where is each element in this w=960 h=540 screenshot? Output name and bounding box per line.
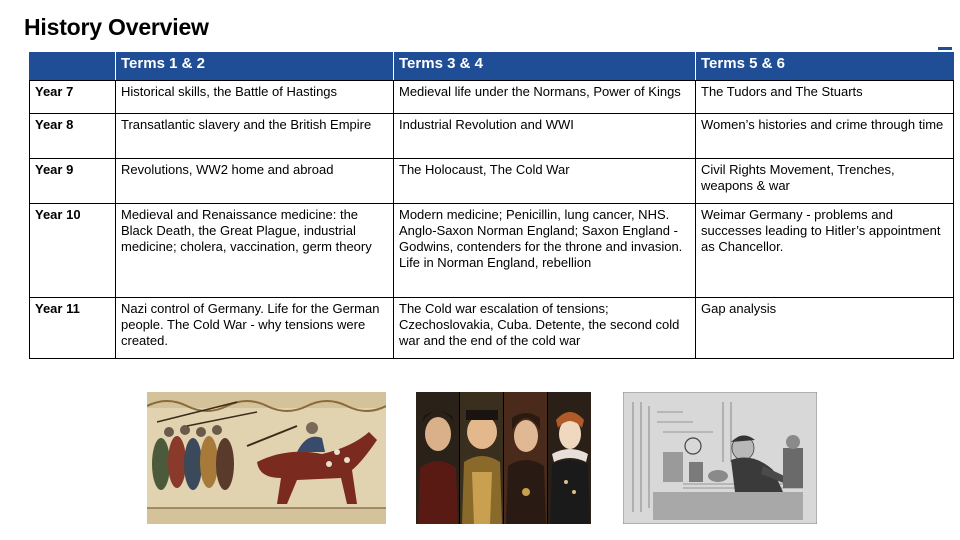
page-title: History Overview bbox=[24, 14, 209, 40]
terms-3-4-cell: Industrial Revolution and WWI bbox=[394, 114, 696, 159]
year-cell: Year 10 bbox=[30, 204, 116, 298]
table-row bbox=[30, 159, 954, 204]
year-cell: Year 8 bbox=[30, 114, 116, 159]
table-header-terms-5-6: Terms 5 & 6 bbox=[696, 53, 954, 81]
terms-3-4-cell: The Cold war escalation of tensions; Czechoslovakia, Cuba. Detente, the second cold war and the end of the cold war bbox=[394, 298, 696, 359]
terms-1-2-cell: Historical skills, the Battle of Hastings bbox=[116, 81, 394, 114]
table-row bbox=[30, 81, 954, 114]
table-row bbox=[30, 114, 954, 159]
terms-5-6-cell: Gap analysis bbox=[696, 298, 954, 359]
terms-5-6-cell: The Tudors and The Stuarts bbox=[696, 81, 954, 114]
history-overview-table bbox=[29, 52, 954, 359]
table-header-terms-1-2: Terms 1 & 2 bbox=[116, 53, 394, 81]
table-header-terms-3-4: Terms 3 & 4 bbox=[394, 53, 696, 81]
table-row bbox=[30, 298, 954, 359]
header-accent-mark bbox=[938, 47, 952, 50]
year-cell: Year 11 bbox=[30, 298, 116, 359]
table-header-blank bbox=[30, 53, 116, 81]
terms-1-2-cell: Revolutions, WW2 home and abroad bbox=[116, 159, 394, 204]
terms-3-4-cell: The Holocaust, The Cold War bbox=[394, 159, 696, 204]
year-cell: Year 9 bbox=[30, 159, 116, 204]
terms-3-4-cell: Modern medicine; Penicillin, lung cancer, NHS. Anglo-Saxon Norman England; Saxon England - Godwins, contenders for the throne and invasion. Life in Norman England, rebellion bbox=[394, 204, 696, 298]
terms-5-6-cell: Women’s histories and crime through time bbox=[696, 114, 954, 159]
terms-1-2-cell: Medieval and Renaissance medicine: the Black Death, the Great Plague, industrial medicine; cholera, vaccination, germ theory bbox=[116, 204, 394, 298]
terms-3-4-cell: Medieval life under the Normans, Power of Kings bbox=[394, 81, 696, 114]
industrial-workshop-image bbox=[623, 392, 817, 524]
table-row bbox=[30, 204, 954, 298]
terms-5-6-cell: Weimar Germany - problems and successes leading to Hitler’s appointment as Chancellor. bbox=[696, 204, 954, 298]
terms-5-6-cell: Civil Rights Movement, Trenches, weapons & war bbox=[696, 159, 954, 204]
year-cell: Year 7 bbox=[30, 81, 116, 114]
terms-1-2-cell: Nazi control of Germany. Life for the German people. The Cold War - why tensions were created. bbox=[116, 298, 394, 359]
bayeux-tapestry-image bbox=[147, 392, 386, 524]
table-header-row bbox=[30, 53, 954, 81]
terms-1-2-cell: Transatlantic slavery and the British Empire bbox=[116, 114, 394, 159]
tudor-monarchs-image bbox=[416, 392, 591, 524]
